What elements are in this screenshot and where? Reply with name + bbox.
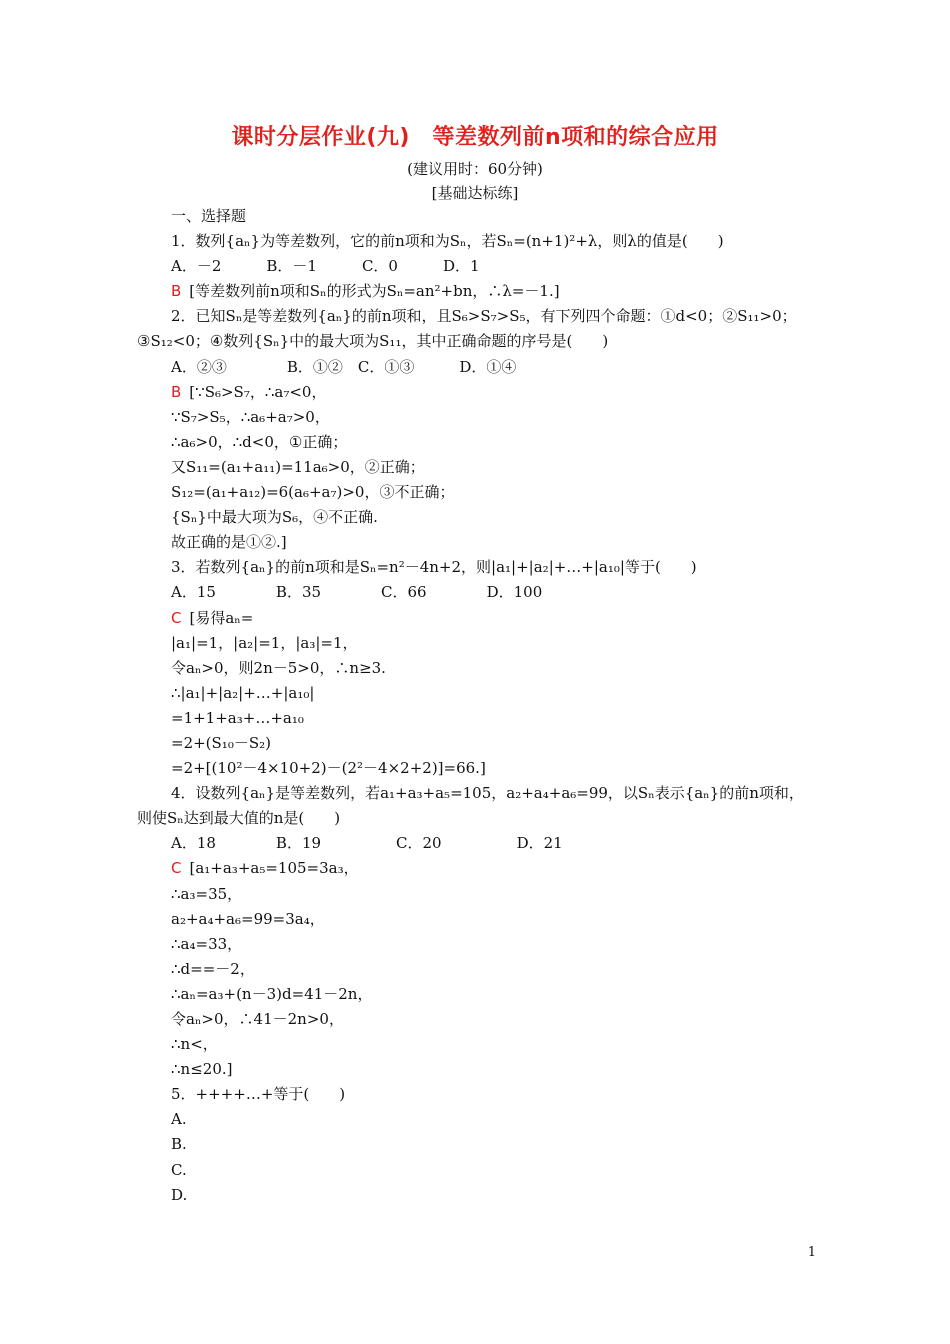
line-text: =1+1+a₃+…+a₁₀ — [171, 708, 304, 727]
line-text: 一、选择题 — [171, 207, 247, 225]
text-line — [137, 1132, 817, 1157]
line-text: ∴|a₁|+|a₂|+…+|a₁₀| — [171, 683, 315, 702]
answer-letter: B — [171, 382, 182, 401]
line-text: ∴n<， — [171, 1035, 218, 1054]
line-text: |a₁|=1，|a₂|=1，|a₃|=1， — [171, 633, 358, 652]
line-text: [a₁+a₃+a₅=105=3a₃， — [189, 859, 359, 878]
text-line — [137, 706, 817, 731]
line-text: ∴a₆>0，∴d<0，①正确； — [171, 432, 348, 451]
answer-letter: C — [171, 859, 182, 878]
line-text: 令aₙ>0，则2n－5>0，∴n≥3. — [171, 658, 386, 677]
text-line — [137, 505, 817, 530]
text-line — [137, 229, 817, 254]
line-text: D. — [171, 1185, 188, 1204]
line-text: ∵S₇>S₅，∴a₆+a₇>0， — [171, 407, 330, 426]
text-line — [137, 631, 817, 656]
line-text: A．②③ B．①② C．①③ D．①④ — [171, 357, 517, 376]
text-line — [137, 882, 817, 907]
text-line — [137, 1158, 817, 1183]
line-text: 1．数列{aₙ}为等差数列，它的前n项和为Sₙ，若Sₙ=(n+1)²+λ，则λ的值是( ) — [171, 232, 724, 251]
text-line — [137, 907, 817, 932]
line-text: 则使Sₙ达到最大值的n是( ) — [137, 809, 341, 828]
line-text: B. — [171, 1135, 187, 1154]
line-text: 令aₙ>0，∴41－2n>0， — [171, 1010, 344, 1028]
text-line — [137, 455, 817, 480]
line-text: 5．++++…+等于( ) — [171, 1085, 346, 1104]
line-text: A．18 B．19 C．20 D．21 — [171, 834, 563, 853]
line-text: 故正确的是①②.] — [171, 533, 287, 552]
text-line — [137, 756, 817, 781]
line-text: =2+(S₁₀－S₂) — [171, 733, 271, 752]
text-line — [137, 355, 817, 380]
line-text: 4．设数列{aₙ}是等差数列，若a₁+a₃+a₅=105，a₂+a₄+a₆=99，以Sₙ表示{aₙ}的前n项和， — [171, 784, 804, 803]
line-text: 又S₁₁=(a₁+a₁₁)=11a₆>0，②正确； — [171, 457, 425, 476]
text-line — [137, 656, 817, 681]
text-line — [137, 530, 817, 555]
text-line — [137, 806, 817, 831]
text-line — [137, 1032, 817, 1057]
line-text: A．15 B．35 C．66 D．100 — [171, 583, 543, 602]
line-text: ③S₁₂<0；④数列{Sₙ}中的最大项为S₁₁，其中正确命题的序号是( ) — [137, 332, 609, 351]
line-text: S₁₂=(a₁+a₁₂)=6(a₆+a₇)>0，③不正确； — [171, 483, 455, 502]
text-line — [137, 731, 817, 756]
line-text: =2+[(10²－4×10+2)－(2²－4×2+2)]=66.] — [171, 759, 486, 778]
text-line — [137, 254, 817, 279]
line-text: ∴d==－2， — [171, 959, 255, 978]
text-line — [137, 304, 817, 329]
text-line — [137, 1082, 817, 1107]
text-line — [137, 580, 817, 605]
answer-letter: B — [171, 282, 182, 301]
page-title: 课时分层作业(九) 等差数列前n项和的综合应用 — [231, 125, 719, 150]
line-text: 3．若数列{aₙ}的前n项和是Sₙ=n²－4n+2，则|a₁|+|a₂|+…+|a₁₀|等于( ) — [171, 558, 697, 577]
text-line — [137, 279, 817, 304]
line-text: ∴aₙ=a₃+(n－3)d=41－2n， — [171, 984, 373, 1003]
text-line — [137, 781, 817, 806]
line-text: ∴n≤20.] — [171, 1060, 233, 1079]
line-text: {Sₙ}中最大项为S₆，④不正确. — [171, 508, 378, 527]
text-line — [137, 380, 817, 405]
text-line — [137, 932, 817, 957]
text-line — [137, 555, 817, 580]
line-text: [∵S₆>S₇，∴a₇<0， — [189, 382, 327, 401]
text-line — [137, 831, 817, 856]
line-text: A．－2 B．－1 C．0 D．1 — [171, 257, 480, 276]
text-line — [137, 1107, 817, 1132]
text-line — [137, 204, 817, 229]
text-line — [137, 430, 817, 455]
answer-letter: C — [171, 608, 182, 627]
section-label: [基础达标练] — [431, 184, 519, 202]
text-line — [137, 856, 817, 881]
line-text: ∴a₄=33， — [171, 934, 243, 953]
line-text: [易得aₙ= — [189, 608, 254, 627]
line-text: a₂+a₄+a₆=99=3a₄， — [171, 909, 325, 928]
line-text: A. — [171, 1110, 187, 1129]
text-line — [137, 405, 817, 430]
time-hint: (建议用时：60分钟) — [407, 160, 543, 178]
line-text: C. — [171, 1160, 187, 1179]
document-body — [137, 204, 817, 1208]
line-text: 2．已知Sₙ是等差数列{aₙ}的前n项和，且S₆>S₇>S₅，有下列四个命题：①d<0；②S₁₁>0； — [171, 307, 797, 326]
line-text: [等差数列前n项和Sₙ的形式为Sₙ=an²+bn，∴λ=－1.] — [189, 282, 560, 301]
text-line — [137, 606, 817, 631]
text-line — [137, 329, 817, 354]
text-line — [137, 982, 817, 1007]
page-number: 1 — [807, 1245, 816, 1260]
text-line — [137, 1057, 817, 1082]
text-line — [137, 957, 817, 982]
text-line — [137, 1183, 817, 1208]
text-line — [137, 681, 817, 706]
text-line — [137, 1007, 817, 1032]
text-line — [137, 480, 817, 505]
line-text: ∴a₃=35， — [171, 884, 243, 903]
